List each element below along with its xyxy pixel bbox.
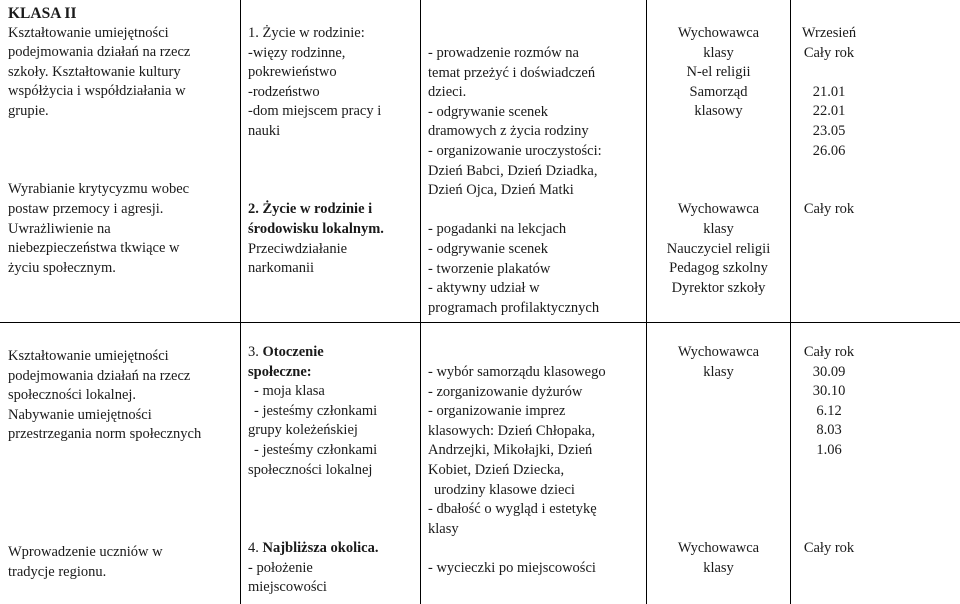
responsible-line: Wychowawca	[677, 25, 760, 41]
deadline-date: 23.05	[812, 122, 846, 139]
method-line: dramowych z życia rodziny	[428, 123, 589, 140]
topic-title: społeczne:	[248, 363, 312, 380]
row1-responsible-cell	[647, 24, 790, 298]
objective-line: podejmowania działań na rzecz	[8, 367, 191, 384]
responsible-line: klasowy	[694, 103, 743, 120]
method-line: - zorganizowanie dyżurów	[428, 383, 583, 400]
method-line: - organizowanie uroczystości:	[428, 142, 602, 159]
topic-line: społeczności lokalnej	[248, 461, 373, 478]
objective-line: szkoły. Kształtowanie kultury	[8, 63, 181, 80]
deadline-date: 30.09	[812, 363, 846, 380]
method-line: - odgrywanie scenek	[428, 103, 548, 120]
column-divider-1	[240, 0, 241, 604]
method-line: programach profilaktycznych	[428, 299, 600, 316]
topic-line: miejscowości	[248, 579, 327, 596]
responsible-line: klasy	[703, 220, 734, 237]
topic-title: 2. Życie w rodzinie i	[248, 201, 373, 218]
method-line: Dzień Babci, Dzień Dziadka,	[428, 162, 598, 179]
topic-line: nauki	[248, 122, 281, 139]
method-line: dzieci.	[428, 84, 467, 101]
row-divider	[0, 322, 960, 323]
topic-line: -dom miejscem pracy i	[248, 103, 382, 120]
class-heading: KLASA II	[8, 5, 77, 22]
method-line: - dbałość o wygląd i estetykę	[428, 501, 597, 518]
method-line: - prowadzenie rozmów na	[428, 45, 579, 61]
objective-line: Nabywanie umiejętności	[8, 406, 152, 423]
objective-line: społeczności lokalnej.	[8, 387, 137, 404]
responsible-line: Pedagog szkolny	[669, 260, 768, 277]
objective-line: postaw przemocy i agresji.	[8, 200, 164, 217]
method-line: - wycieczki po miejscowości	[428, 559, 596, 576]
topic-line: -więzy rodzinne,	[248, 44, 346, 61]
row2-methods-cell	[428, 363, 642, 579]
method-line: urodziny klasowe dzieci	[434, 481, 575, 498]
deadline-line: Cały rok	[803, 344, 855, 360]
method-line: klasowych: Dzień Chłopaka,	[428, 422, 596, 439]
row2-responsible-cell	[647, 343, 790, 578]
responsible-line: Wychowawca	[677, 539, 760, 556]
objective-line: Uwrażliwienie na	[8, 220, 111, 237]
responsible-line: klasy	[703, 44, 734, 61]
topic-line: - położenie	[248, 559, 313, 576]
column-divider-2	[420, 0, 421, 604]
method-line: - odgrywanie scenek	[428, 240, 548, 257]
method-line: - tworzenie plakatów	[428, 260, 551, 277]
row2-objectives-cell	[8, 347, 236, 582]
deadline-line: Cały rok	[803, 44, 855, 61]
topic-line: - jesteśmy członkami	[254, 441, 378, 458]
method-line: - wybór samorządu klasowego	[428, 364, 606, 380]
deadline-date: 1.06	[816, 441, 842, 458]
responsible-line: N-el religii	[686, 64, 751, 81]
topic-line: - moja klasa	[254, 383, 325, 400]
topic-number: 4.	[248, 539, 263, 556]
row1-objectives-cell	[8, 4, 236, 278]
method-line: klasy	[428, 520, 459, 537]
deadline-line: Wrzesień	[801, 25, 857, 41]
responsible-line: klasy	[703, 363, 734, 380]
objective-line: Kształtowanie umiejętności	[8, 24, 169, 41]
method-line: temat przeżyć i doświadczeń	[428, 64, 596, 81]
topic-line: grupy koleżeńskiej	[248, 422, 358, 439]
deadline-date: 6.12	[816, 402, 842, 419]
row1-methods-cell	[428, 44, 642, 318]
objective-line: Wyrabianie krytycyzmu wobec	[8, 181, 190, 198]
responsible-line: Samorząd	[689, 83, 748, 100]
deadline-line: Cały rok	[803, 201, 855, 218]
row2-topics-cell	[248, 343, 418, 598]
objective-line: niebezpieczeństwa tkwiące w	[8, 240, 180, 257]
topic-line: - jesteśmy członkami	[254, 402, 378, 419]
method-line: - pogadanki na lekcjach	[428, 221, 567, 238]
objective-line: grupie.	[8, 102, 49, 119]
deadline-date: 30.10	[812, 383, 846, 400]
topic-line: pokrewieństwo	[248, 64, 337, 81]
topic-line: -rodzeństwo	[248, 83, 320, 100]
topic-title: Najbliższa okolica.	[262, 539, 379, 556]
objective-line: Wprowadzenie uczniów w	[8, 543, 163, 560]
responsible-line: Nauczyciel religii	[666, 240, 771, 257]
topic-title: 1. Życie w rodzinie:	[248, 25, 365, 41]
objective-line: tradycje regionu.	[8, 563, 107, 580]
objective-line: współżycia i współdziałania w	[8, 83, 186, 100]
responsible-line: Wychowawca	[677, 344, 760, 360]
row1-deadline-cell	[791, 24, 867, 220]
topic-line: narkomanii	[248, 260, 315, 277]
responsible-line: Dyrektor szkoły	[671, 279, 766, 296]
row2-deadline-cell	[791, 343, 867, 559]
method-line: Andrzejki, Mikołajki, Dzień	[428, 442, 593, 459]
responsible-line: klasy	[703, 559, 734, 576]
objective-line: podejmowania działań na rzecz	[8, 44, 191, 61]
objective-line: życiu społecznym.	[8, 259, 116, 276]
method-line: - aktywny udział w	[428, 280, 540, 297]
deadline-date: 8.03	[816, 422, 842, 439]
deadline-date: 22.01	[812, 103, 846, 120]
topic-number: 3.	[248, 344, 263, 360]
row1-topics-cell	[248, 24, 416, 279]
objective-line: Kształtowanie umiejętności	[8, 348, 169, 364]
deadline-date: 21.01	[812, 83, 846, 100]
topic-title: środowisku lokalnym.	[248, 220, 384, 237]
deadline-date: 26.06	[812, 142, 846, 159]
objective-line: przestrzegania norm społecznych	[8, 426, 202, 443]
method-line: Kobiet, Dzień Dziecka,	[428, 461, 565, 478]
topic-line: Przeciwdziałanie	[248, 240, 348, 257]
topic-title: Otoczenie	[262, 344, 324, 360]
responsible-line: Wychowawca	[677, 201, 760, 218]
method-line: Dzień Ojca, Dzień Matki	[428, 182, 574, 199]
method-line: - organizowanie imprez	[428, 403, 566, 420]
deadline-line: Cały rok	[803, 539, 855, 556]
